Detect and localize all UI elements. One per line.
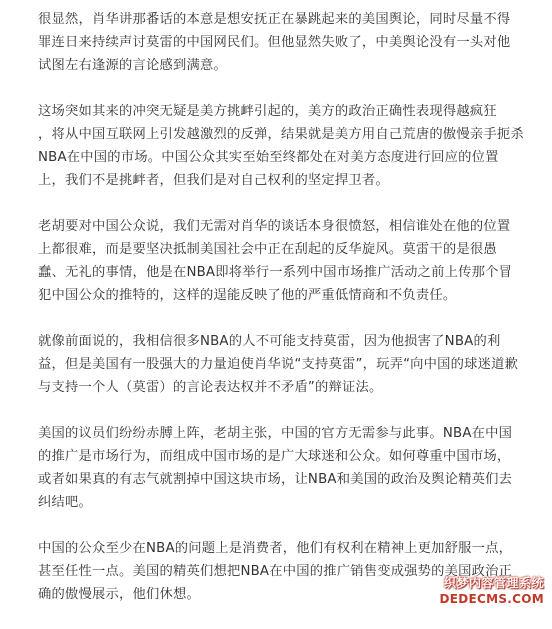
text-line: 中国的公众至少在NBA的问题上是消费者，他们有权利在精神上更加舒服一点，	[38, 541, 513, 556]
text-line: 就像前面说的，我相信很多NBA的人不可能支持莫雷，因为他损害了NBA的利	[38, 334, 501, 349]
text-line: 犯中国公众的推特的，这样的逞能反映了他的严重低情商和不负责任。	[38, 288, 457, 303]
paragraph-4	[38, 330, 538, 399]
text-line: 这场突如其来的冲突无疑是美方挑衅引起的，美方的政治正确性表现得越疯狂	[38, 104, 497, 119]
text-line: 试图左右逢源的言论感到满意。	[38, 58, 227, 73]
text-line: 确的傲慢展示，他们休想。	[38, 587, 200, 602]
text-line: ，将从中国互联网上引发越激烈的反弹，结果就是美方用自己荒唐的傲慢亲手扼杀	[38, 127, 524, 142]
watermark-line-2: DEDECMS.COM	[439, 592, 544, 606]
text-line: 甚至任性一点。美国的精英们想把NBA在中国的推广销售变成强势的美国政治正	[38, 564, 513, 579]
text-line: 上，我们不是挑衅者，但我们是对自己权利的坚定捍卫者。	[38, 173, 389, 188]
text-line: 蠢、无礼的事情，他是在NBA即将举行一系列中国市场推广活动之前上传那个冒	[38, 265, 513, 280]
text-line: 美国的议员们纷纷赤膊上阵，老胡主张，中国的官方无需参与此事。NBA在中国	[38, 426, 513, 441]
watermark-logo	[416, 575, 544, 611]
text-line: 很显然，肖华讲那番话的本意是想安抚正在暴跳起来的美国舆论，同时尽量不得	[38, 12, 511, 27]
paragraph-3	[38, 215, 538, 307]
paragraph-2	[38, 100, 538, 192]
text-line: 罪连日来持续声讨莫雷的中国网民们。但他显然失败了，中美舆论没有一头对他	[38, 35, 511, 50]
text-line: NBA在中国的市场。中国公众其实至始至终都处在对美方态度进行回应的位置	[38, 150, 499, 165]
text-line: 上都很难，而是要坚决抵制美国社会中正在刮起的反华旋风。莫雷干的是很愚	[38, 242, 497, 257]
text-line: 益，但是美国有一股强大的力量迫使肖华说“支持莫雷”，玩弄“向中国的球迷道歉	[38, 357, 519, 372]
watermark-line-1: 织梦内容管理系统	[443, 576, 544, 590]
article-body	[38, 8, 538, 629]
text-line: 纠结吧。	[38, 495, 92, 510]
paragraph-1	[38, 8, 538, 77]
text-line: 的推广是市场行为，而组成中国市场的是广大球迷和公众。如何尊重中国市场，	[38, 449, 511, 464]
text-line: 与支持一个人（莫雷）的言论表达权并不矛盾”的辩证法。	[38, 380, 383, 395]
text-line: 或者如果真的有志气就割掉中国这块市场，让NBA和美国的政治及舆论精英们去	[38, 472, 513, 487]
paragraph-5	[38, 422, 538, 514]
text-line: 老胡要对中国公众说，我们无需对肖华的谈话本身很愤怒，相信谁处在他的位置	[38, 219, 511, 234]
